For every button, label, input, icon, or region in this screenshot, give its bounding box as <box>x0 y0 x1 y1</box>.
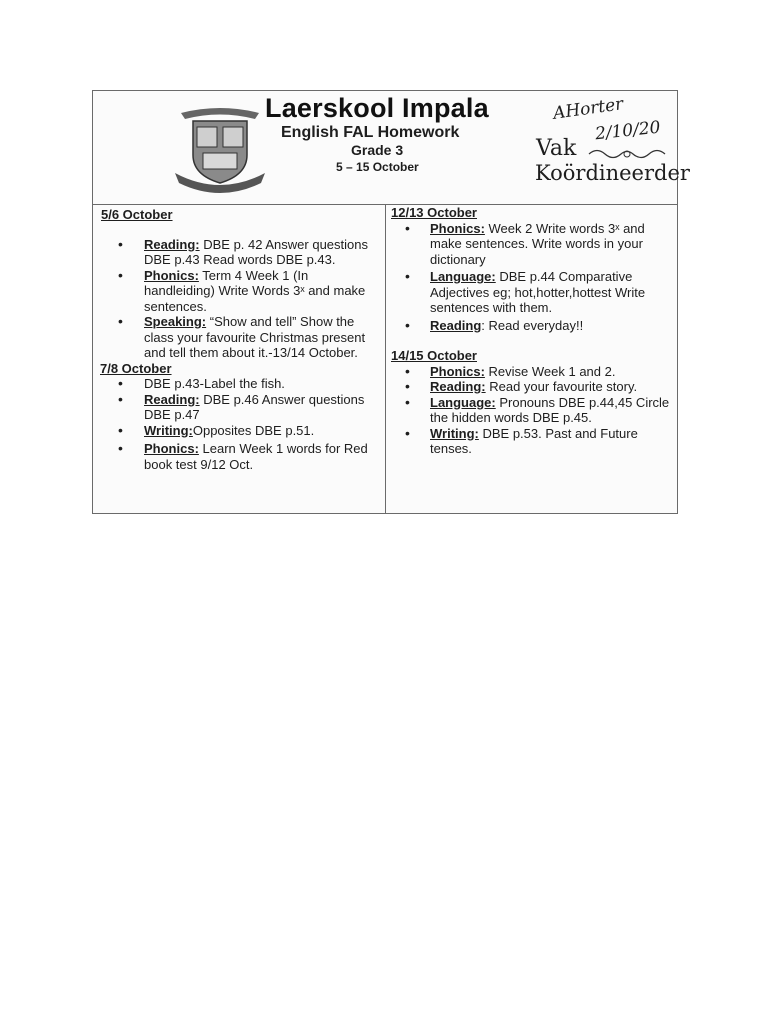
subject-title: English FAL Homework <box>281 124 460 141</box>
list-item: • Reading: Read everyday!! <box>391 318 673 334</box>
signature-date: 2/10/20 <box>594 117 662 145</box>
list-item: • Phonics: Learn Week 1 words for Red book test 9/12 Oct. <box>100 441 380 472</box>
section-title: 14/15 October <box>391 348 477 363</box>
homework-sheet <box>92 90 690 514</box>
list-item: • Phonics: Term 4 Week 1 (In handleiding) Write Words 3ˣ and make sentences. <box>100 268 380 315</box>
task-list <box>391 364 673 457</box>
section-title: 5/6 October <box>101 207 173 222</box>
right-column <box>391 205 673 457</box>
list-item: • Speaking: “Show and tell” Show the class your favourite Christmas present and tell them about it.-13/14 October. <box>100 314 380 361</box>
grade-label: Grade 3 <box>351 142 404 158</box>
header <box>93 91 690 205</box>
section-title: 7/8 October <box>100 360 172 376</box>
list-item: • Language: DBE p.44 Comparative Adjectives eg; hot,hotter,hottest Write sentences with them. <box>391 269 673 316</box>
stamp-line-1: Vak <box>536 136 577 161</box>
task-list <box>100 376 380 472</box>
date-range: 5 – 15 October <box>336 160 419 174</box>
stamp-line-2: Koördineerder <box>535 161 690 185</box>
list-item: • Reading: DBE p.46 Answer questions DBE p.47 <box>100 392 380 423</box>
list-item: • Writing: DBE p.53. Past and Future tenses. <box>391 426 673 457</box>
column-divider <box>385 204 386 513</box>
task-list <box>100 237 380 361</box>
list-item: • Writing:Opposites DBE p.51. <box>100 423 380 439</box>
school-name: Laerskool Impala <box>265 93 489 123</box>
list-item: • Reading: DBE p. 42 Answer questions DBE p.43 Read words DBE p.43. <box>100 237 380 268</box>
left-column <box>100 207 380 472</box>
school-crest-icon <box>171 105 269 195</box>
list-item: • Language: Pronouns DBE p.44,45 Circle the hidden words DBE p.45. <box>391 395 673 426</box>
signature: AHorter <box>551 94 625 124</box>
list-item: • Phonics: Revise Week 1 and 2. <box>391 364 673 380</box>
section-title: 12/13 October <box>391 205 477 220</box>
list-item: • Phonics: Week 2 Write words 3ˣ and make sentences. Write words in your dictionary <box>391 221 673 268</box>
list-item: • DBE p.43-Label the fish. <box>100 376 380 392</box>
task-list <box>391 221 673 334</box>
list-item: • Reading: Read your favourite story. <box>391 379 673 395</box>
flourish-icon <box>587 147 667 161</box>
